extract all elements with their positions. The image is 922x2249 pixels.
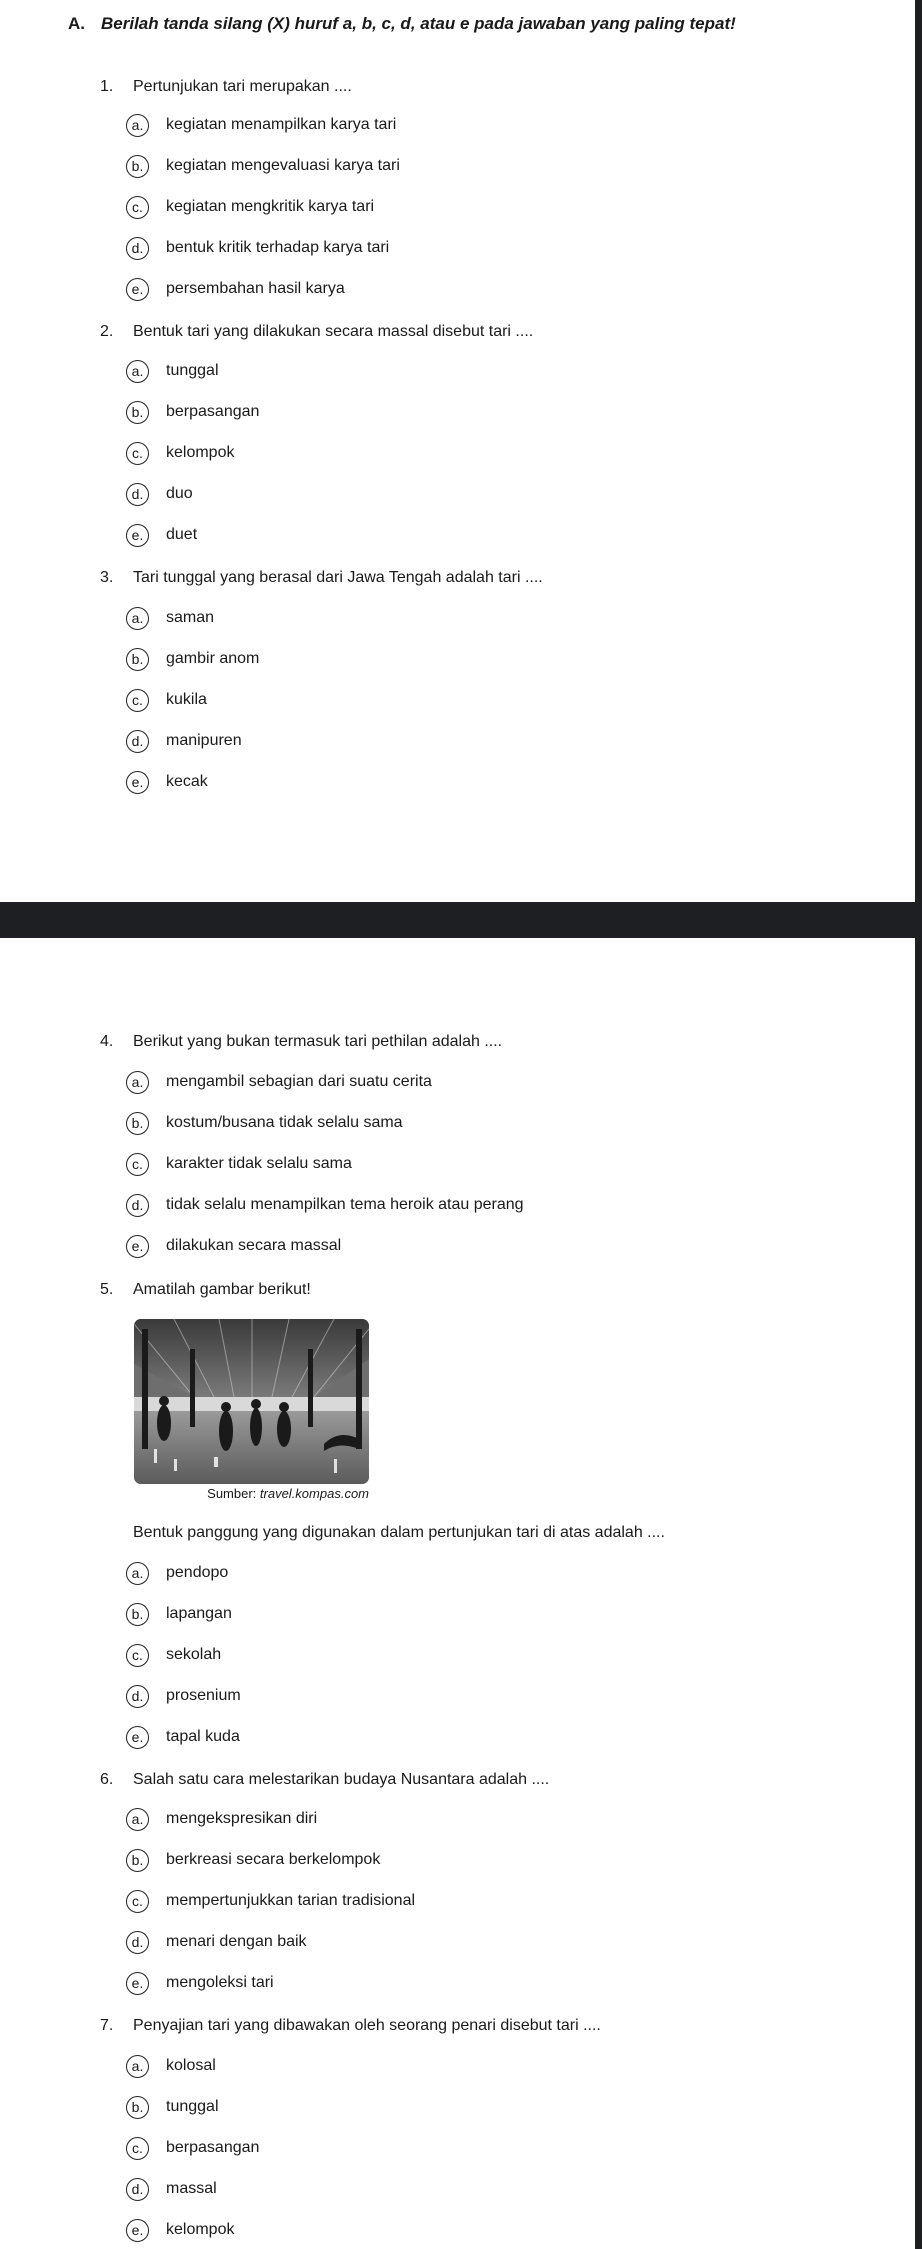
option-letter-circle: d. xyxy=(126,730,149,753)
option-text: tunggal xyxy=(166,362,219,379)
photo-caption xyxy=(134,1486,369,1501)
option-text: berpasangan xyxy=(166,2139,260,2156)
option-text: mempertunjukkan tarian tradisional xyxy=(166,1892,416,1909)
option-letter-circle: c. xyxy=(126,442,149,465)
option-text: sekolah xyxy=(166,1646,222,1663)
option-letter-circle: d. xyxy=(126,483,149,506)
option-letter-circle: b. xyxy=(126,401,149,424)
option-text: dilakukan secara massal xyxy=(166,1237,342,1254)
section-instruction: Berilah tanda silang (X) huruf a, b, c, d, atau e pada jawaban yang paling tepat! xyxy=(101,14,736,33)
option-text: tunggal xyxy=(166,2098,219,2115)
option-text: lapangan xyxy=(166,1605,232,1622)
option-text: gambir anom xyxy=(166,650,260,667)
question-text: Amatilah gambar berikut! xyxy=(133,1281,311,1298)
option-text: kolosal xyxy=(166,2057,216,2074)
question-number: 2. xyxy=(100,323,114,340)
option-text: mengambil sebagian dari suatu cerita xyxy=(166,1073,432,1090)
option-letter-circle: b. xyxy=(126,155,149,178)
question-text: Penyajian tari yang dibawakan oleh seorang penari disebut tari .... xyxy=(133,2017,601,2034)
option-text: pendopo xyxy=(166,1564,229,1581)
option-text: prosenium xyxy=(166,1687,241,1704)
option-text: karakter tidak selalu sama xyxy=(166,1155,352,1172)
option-letter-circle: b. xyxy=(126,1849,149,1872)
question-text: Tari tunggal yang berasal dari Jawa Tengah adalah tari .... xyxy=(133,569,543,586)
option-letter-circle: a. xyxy=(126,1808,149,1831)
option-letter-circle: b. xyxy=(126,1112,149,1135)
question-5-stem: Bentuk panggung yang digunakan dalam pertunjukan tari di atas adalah .... xyxy=(133,1524,665,1541)
option-letter-circle: e. xyxy=(126,524,149,547)
option-text: bentuk kritik terhadap karya tari xyxy=(166,239,390,256)
option-letter-circle: a. xyxy=(126,1071,149,1094)
option-text: kelompok xyxy=(166,444,235,461)
option-letter-circle: d. xyxy=(126,2178,149,2201)
option-letter-circle: a. xyxy=(126,1562,149,1585)
option-letter-circle: c. xyxy=(126,196,149,219)
option-text: menari dengan baik xyxy=(166,1933,307,1950)
option-letter-circle: c. xyxy=(126,1890,149,1913)
option-text: berpasangan xyxy=(166,403,260,420)
question-number: 1. xyxy=(100,78,114,95)
option-text: kegiatan mengkritik karya tari xyxy=(166,198,375,215)
option-text: kegiatan mengevaluasi karya tari xyxy=(166,157,400,174)
page-divider xyxy=(0,902,922,938)
question-text: Berikut yang bukan termasuk tari pethilan adalah .... xyxy=(133,1033,503,1050)
option-letter-circle: b. xyxy=(126,1603,149,1626)
option-letter-circle: a. xyxy=(126,607,149,630)
question-text: Pertunjukan tari merupakan .... xyxy=(133,78,352,95)
section-letter: A. xyxy=(68,14,85,33)
option-letter-circle: e. xyxy=(126,1972,149,1995)
option-letter-circle: c. xyxy=(126,689,149,712)
option-text: saman xyxy=(166,609,215,626)
option-text: berkreasi secara berkelompok xyxy=(166,1851,381,1868)
question-number: 7. xyxy=(100,2017,114,2034)
option-letter-circle: e. xyxy=(126,2219,149,2242)
option-letter-circle: a. xyxy=(126,114,149,137)
option-letter-circle: c. xyxy=(126,2137,149,2160)
option-text: mengekspresikan diri xyxy=(166,1810,318,1827)
option-text: duet xyxy=(166,526,198,543)
option-letter-circle: d. xyxy=(126,1194,149,1217)
right-edge-bar xyxy=(915,0,922,2249)
option-text: tidak selalu menampilkan tema heroik atau perang xyxy=(166,1196,524,1213)
dance-performance-photo xyxy=(134,1319,369,1484)
option-letter-circle: e. xyxy=(126,771,149,794)
option-letter-circle: c. xyxy=(126,1153,149,1176)
option-letter-circle: a. xyxy=(126,2055,149,2078)
question-text: Salah satu cara melestarikan budaya Nusantara adalah .... xyxy=(133,1771,550,1788)
question-text: Bentuk tari yang dilakukan secara massal disebut tari .... xyxy=(133,323,534,340)
question-number: 3. xyxy=(100,569,114,586)
option-letter-circle: b. xyxy=(126,2096,149,2119)
question-number: 4. xyxy=(100,1033,114,1050)
option-text: mengoleksi tari xyxy=(166,1974,274,1991)
option-text: tapal kuda xyxy=(166,1728,240,1745)
option-text: manipuren xyxy=(166,732,242,749)
option-text: kegiatan menampilkan karya tari xyxy=(166,116,397,133)
section-heading xyxy=(68,14,748,33)
option-letter-circle: e. xyxy=(126,1726,149,1749)
option-letter-circle: d. xyxy=(126,1931,149,1954)
option-letter-circle: d. xyxy=(126,1685,149,1708)
option-letter-circle: e. xyxy=(126,278,149,301)
option-letter-circle: e. xyxy=(126,1235,149,1258)
option-text: duo xyxy=(166,485,193,502)
option-letter-circle: d. xyxy=(126,237,149,260)
option-text: persembahan hasil karya xyxy=(166,280,345,297)
question-number: 6. xyxy=(100,1771,114,1788)
option-text: kecak xyxy=(166,773,208,790)
option-text: kelompok xyxy=(166,2221,235,2238)
option-text: massal xyxy=(166,2180,217,2197)
caption-source: travel.kompas.com xyxy=(259,1486,369,1501)
question-number: 5. xyxy=(100,1281,114,1298)
option-letter-circle: c. xyxy=(126,1644,149,1667)
caption-prefix: Sumber: xyxy=(207,1486,260,1501)
option-letter-circle: a. xyxy=(126,360,149,383)
option-text: kukila xyxy=(166,691,207,708)
option-text: kostum/busana tidak selalu sama xyxy=(166,1114,403,1131)
option-letter-circle: b. xyxy=(126,648,149,671)
